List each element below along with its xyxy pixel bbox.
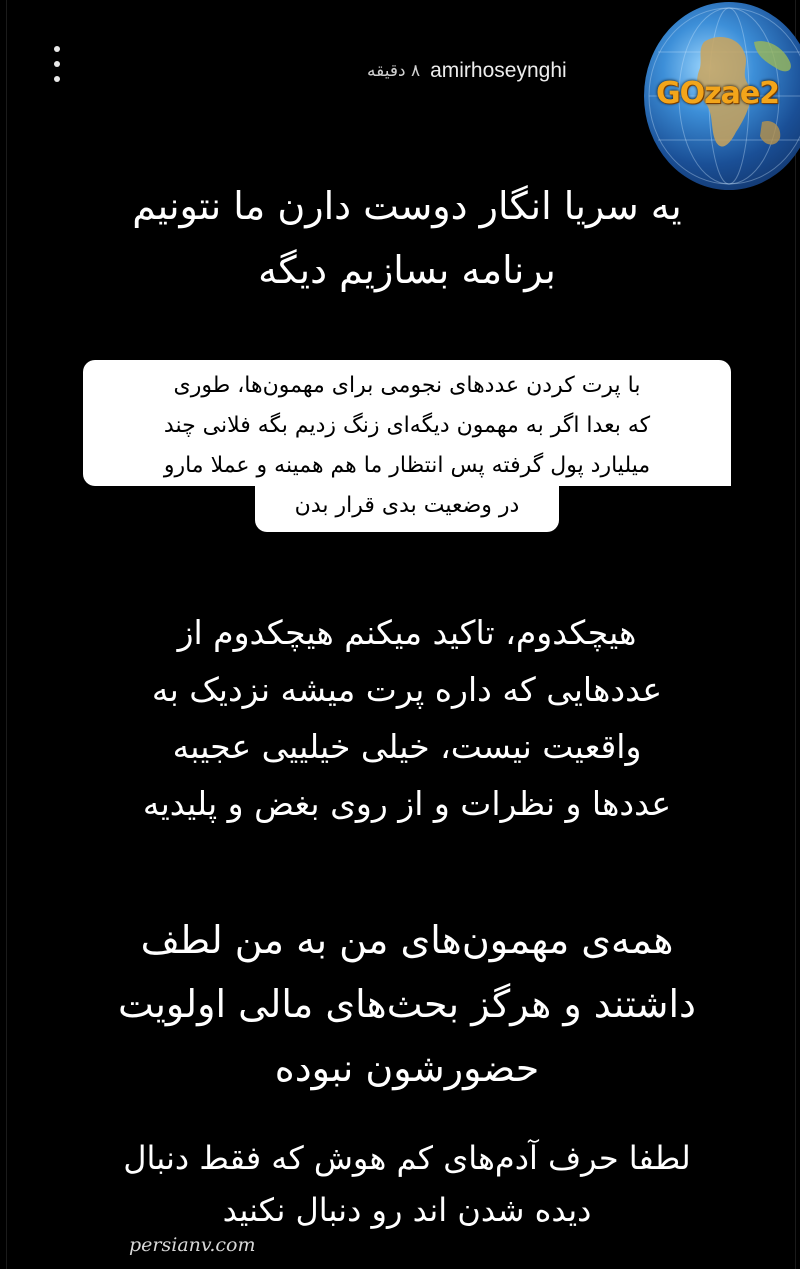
logo-text: GOzae2 xyxy=(656,76,780,111)
title-line: برنامه بسازیم دیگه xyxy=(258,248,556,292)
story-title xyxy=(87,174,727,302)
caption-line: در وضعیت بدی قرار بدن xyxy=(255,486,559,532)
caption-line: که بعدا اگر به مهمون دیگه‌ای زنگ زدیم بگه فلانی چند xyxy=(83,406,731,446)
story-frame xyxy=(6,0,796,1269)
menu-dot xyxy=(54,61,60,67)
paragraph-line: دیده شدن اند رو دنبال نکنید xyxy=(222,1191,592,1229)
globe-logo xyxy=(644,2,800,190)
post-time: ۸ دقیقه xyxy=(367,61,421,81)
paragraph-line: لطفا حرف آدم‌های کم هوش که فقط دنبال xyxy=(123,1139,691,1177)
paragraph-2 xyxy=(67,908,747,1100)
paragraph-line: واقعیت نیست، خیلی خیلییی عجیبه xyxy=(172,727,642,766)
story-header xyxy=(367,58,567,84)
more-options-icon[interactable] xyxy=(47,44,67,84)
paragraph-line: عددها و نظرات و از روی بغض و پلیدیه xyxy=(142,784,672,823)
paragraph-line: هیچکدوم، تاکید میکنم هیچکدوم از xyxy=(177,613,637,652)
paragraph-line: داشتند و هرگز بحث‌های مالی اولویت xyxy=(118,982,696,1026)
watermark: persianv.com xyxy=(129,1234,256,1256)
menu-dot xyxy=(54,76,60,82)
title-line: یه سریا انگار دوست دارن ما نتونیم xyxy=(132,184,682,228)
menu-dot xyxy=(54,46,60,52)
caption-line: با پرت کردن عددهای نجومی برای مهمون‌ها، طوری xyxy=(83,360,731,406)
paragraph-line: حضورشون نبوده xyxy=(274,1046,540,1090)
paragraph-3 xyxy=(77,1132,737,1236)
username[interactable]: amirhoseynghi xyxy=(430,59,567,82)
paragraph-line: عددهایی که داره پرت میشه نزدیک به xyxy=(151,670,663,709)
paragraph-1 xyxy=(77,604,737,832)
caption-line: میلیارد پول گرفته پس انتظار ما هم همینه و عملا مارو xyxy=(83,446,731,486)
caption-box xyxy=(67,360,747,532)
paragraph-line: همه‌ی مهمون‌های من به من لطف xyxy=(140,918,674,962)
